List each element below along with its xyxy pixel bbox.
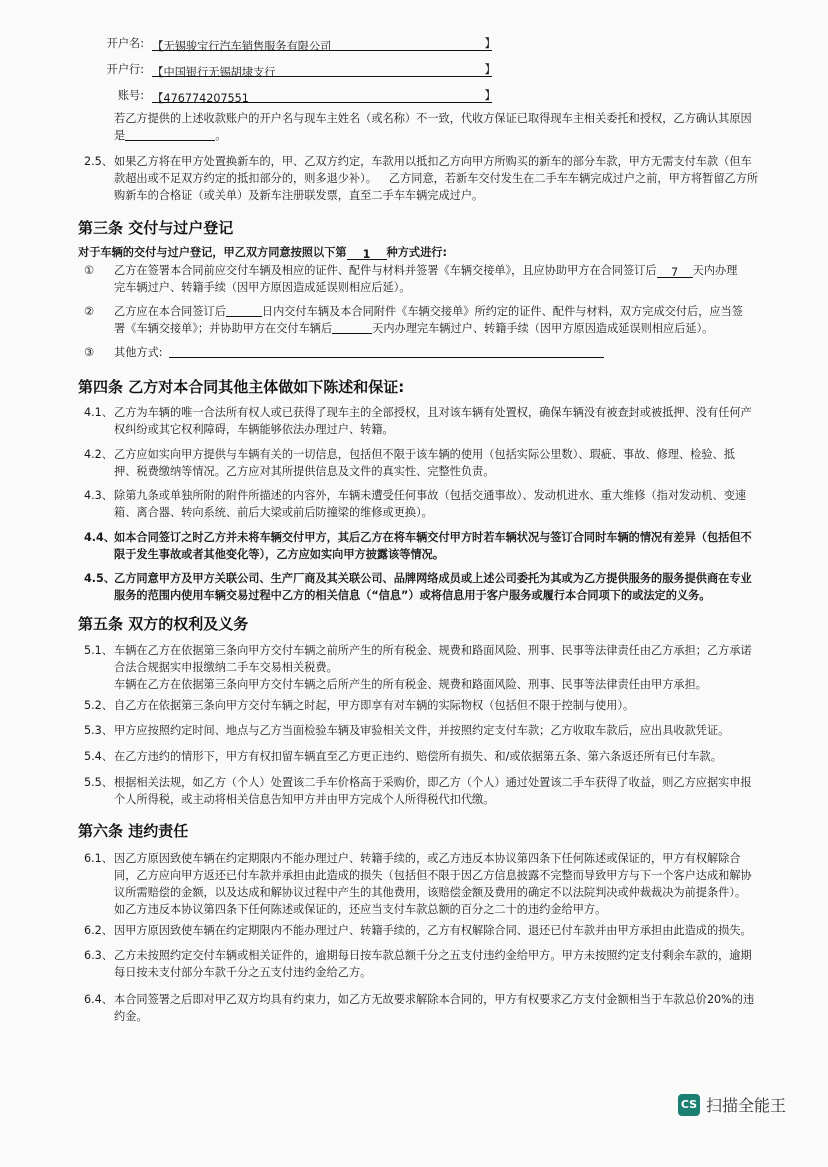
section-3-title: 第三条 交付与过户登记 [78, 219, 234, 237]
account-name-value: 无锡骏宝行汽车销售服务有限公司 [163, 40, 332, 53]
account-name-box: 【无锡骏宝行汽车销售服务有限公司 】 [152, 36, 496, 53]
clause-6-4: 本合同签署之后即对甲乙双方均具有约束力，如乙方无故要求解除本合同的，甲方有权要求乙方支付金额相当于车款总价20%的违 约金。 [114, 993, 755, 1023]
clause-2-5: 如果乙方将在甲方处置换新车的，甲、乙双方约定，车款用以抵扣乙方向甲方所购买的新车的部分车款，甲方无需支付车款（但车 款超出或不足双方约定的抵扣部分的，则多退少补）。 乙方同意，若新车交付发生在二手车车辆完成过户之前，甲方将暂留乙方所 购新车的合格证（或关单）及新车注册联发票，直至二手车车辆完成过户。 [114, 155, 759, 202]
option-2: 乙方应在本合同签订后 日内交付车辆及本合同附件《车辆交接单》所约定的证件、配件与材料，双方完成交付后，应当签 署《车辆交接单》；并协助甲方在交付车辆后 天内办理完车辆过户、转籍手续（因甲方原因造成延误则相应后延）。 [114, 305, 743, 335]
option-3-blank [169, 344, 604, 358]
clause-6-3: 乙方未按照约定交付车辆或相关证件的，逾期每日按车款总额千分之五支付违约金给甲方。甲方未按照约定支付剩余车款的，逾期 每日按未支付部分车款千分之五支付违约金给乙方。 [114, 949, 752, 979]
account-note: 若乙方提供的上述收款账户的开户名与现车主姓名（或名称）不一致，代收方保证已取得现车主相关委托和授权，乙方确认其原因 是 。 [114, 112, 752, 142]
option-1: 乙方在签署本合同前应交付车辆及相应的证件、配件与材料并签署《车辆交接单》，且应协助甲方在合同签订后 7 天内办理 完车辆过户、转籍手续（因甲方原因造成延误则相应后延）。 [114, 264, 738, 294]
section-4-title: 第四条 乙方对本合同其他主体做如下陈述和保证: [78, 378, 405, 396]
section-6-title: 第六条 违约责任 [78, 822, 189, 840]
clause-5-2: 自乙方在依据第三条向甲方交付车辆之时起，甲方即享有对车辆的实际物权（包括但不限于控制与使用）。 [114, 699, 635, 712]
bank-label: 开户行: [106, 63, 144, 76]
section-5-title: 第五条 双方的权利及义务 [78, 615, 249, 633]
section-3-lead: 对于车辆的交付与过户登记，甲乙双方同意按照以下第 1 种方式进行: [78, 246, 447, 261]
clause-5-5: 根据相关法规，如乙方（个人）处置该二手车价格高于采购价，即乙方（个人）通过处置该二手车获得了收益，则乙方应据实申报 个人所得税，或主动将相关信息告知甲方并由甲方完成个人所得税代扣代缴。 [114, 776, 752, 806]
contract-page: 开户名: 【无锡骏宝行汽车销售服务有限公司 】 开户行: 【中国银行无锡胡埭支行 】 账号: 【476774207551 】 若乙方提供的上述收款账户的开户名与现车主姓名（或名称）不一致，代收方保证已取得现车主相关委托和授权，乙方确认其原因 是 。 2.5、 如果乙方将在甲方处置换新车的，甲、乙双方约定，车款用以抵扣乙方向甲方所购买的新车的部分车款，甲方无需支付车款（但车 款超出或不足双方约定的抵扣部分的，则多退少补）。 乙方同意，若新车交付发生在二手车车辆完成过户之前，甲方将暂留乙方所 购新车的合格证（或关单）及新车注册联发票，直至二手车车辆完成过户。 第三条 交付与过户登记 对于车辆的交付与过户登记，甲乙双方同意按照以下第 1 种方式进行: ① 乙方在签署本合同前应交付车辆及相应的证件、配件与材料并签署《车辆交接单》，且应协助甲方在合同签订后 7 天内办理 完车辆过户、转籍手续（因甲方原因造成延误则相应后延）。 ② 乙方应在本合同签订后 日内交付车辆及本合同附件《车辆交接单》所约定的证件、配件与材料，双方完成交付后，应当签 署《车辆交接单》；并协助甲方在交付车辆后 天内办理完车辆过户、转籍手续（因甲方原因造成延误则相应后延）。 ③ 其他方式: 第四条 乙方对本合同其他主体做如下陈述和保证: 4.1、 乙方为车辆的唯一合法所有权人或已获得了现车主的全部授权，且对该车辆有处置权，确保车辆没有被查封或被抵押、没有任何产 权纠纷或其它权利障碍，车辆能够依法办理过户、转籍。 4.2、 乙方应如实向甲方提供与车辆有关的一切信息，包括但不限于该车辆的使用（包括实际公里数）、瑕疵、事故、修理、检验、抵 押、税费缴纳等情况。乙方应对其所提供信息及文件的真实性、完整性负责。 4.3、 除第九条或单独所附的附件所描述的内容外，车辆未遭受任何事故（包括交通事故）、发动机进水、重大维修（指对发动机、变速 箱、离合器、转向系统、前后大梁或前后防撞梁的维修或更换）。 4.4、 如本合同签订之时乙方并未将车辆交付甲方，其后乙方在将车辆交付甲方时若车辆状况与签订合同时车辆的情况有差异（包括但不 限于发生事故或者其他变化等），乙方应如实向甲方披露该等情况。 4.5、 乙方同意甲方及甲方关联公司、生产厂商及其关联公司、品牌网络成员或上述公司委托为其或为乙方提供服务的服务提供商在专业 服务的范围内使用车辆交易过程中乙方的相关信息（“信息”）或将信息用于客户服务或履行本合同项下的或法定的义务。 第五条 双方的权利及义务 5.1、 车辆在乙方在依据第三条向甲方交付车辆之前所产生的所有税金、规费和路面风险、刑事、民事等法律责任由乙方承担；乙方承诺 合法合规据实申报缴纳二手车交易相关税费。 车辆在乙方在依据第三条向甲方交付车辆之后所产生的所有税金、规费和路面风险、刑事、民事等法律责任由甲方承担。 5.2、 自乙方在依据第三条向甲方交付车辆之时起，甲方即享有对车辆的实际物权（包括但不限于控制与使用）。 5.3、 甲方应按照约定时间、地点与乙方当面检验车辆及审验相关文件，并按照约定支付车款；乙方收取车款后，应出具收款凭证。 5.4、 在乙方违约的情形下，甲方有权扣留车辆直至乙方更正违约、赔偿所有损失、和/或依据第五条、第六条返还所有已付车款。 5.5、 根据相关法规，如乙方（个人）处置该二手车价格高于采购价，即乙方（个人）通过处置该二手车获得了收益，则乙方应据实申报 个人所得税，或主动将相关信息告知甲方并由甲方完成个人所得税代扣代缴。 第六条 违约责任 6.1、 因乙方原因致使车辆在约定期限内不能办理过户、转籍手续的，或乙方违反本协议第四条下任何陈述或保证的，甲方有权解除合 同，乙方应向甲方返还已付车款并承担由此造成的损失（包括但不限于因乙方信息披露不完整而导致甲方与下一个客户达成和解协 议所需赔偿的金额，以及达成和解协议过程中产生的其他费用，该赔偿金额及费用的确定不以法院判决或仲裁裁决为前提条件）。 如乙方违反本协议第四条下任何陈述或保证的，还应当支付车款总额的百分之二十的违约金给甲方。 6.2、 因甲方原因致使车辆在约定期限内不能办理过户、转籍手续的，乙方有权解除合同、退还已付车款并由甲方承担由此造成的损失。 6.3、 乙方未按照约定交付车辆或相关证件的，逾期每日按车款总额千分之五支付违约金给甲方。甲方未按照约定支付剩余车款的，逾期 每日按未支付部分车款千分之五支付违约金给乙方。 6.4、 本合同签署之后即对甲乙双方均具有约束力，如乙方无故要求解除本合同的，甲方有权要求乙方支付金额相当于车款总价20%的违 约金。 CS 扫描全能王 [78, 36, 787, 1115]
clause-5-3: 甲方应按照约定时间、地点与乙方当面检验车辆及审验相关文件，并按照约定支付车款；乙方收取车款后，应出具收款凭证。 [114, 724, 730, 737]
scanner-watermark [678, 1093, 786, 1116]
option-2-days-a [226, 303, 262, 317]
reason-blank [125, 127, 215, 141]
camscanner-logo-icon: CS [678, 1094, 700, 1116]
option-3: 其他方式: [114, 344, 604, 361]
bank-value: 中国银行无锡胡埭支行 [163, 66, 276, 79]
account-no-value: 476774207551 [163, 92, 249, 105]
method-choice: 1 [347, 246, 387, 260]
clause-6-1: 因乙方原因致使车辆在约定期限内不能办理过户、转籍手续的，或乙方违反本协议第四条下任何陈述或保证的，甲方有权解除合 同，乙方应向甲方返还已付车款并承担由此造成的损失（包括但不限于因乙方信息披露不完整而导致甲方与下一个客户达成和解协 议所需赔偿的金额，以及达成和解协议过程中产生的其他费用，该赔偿金额及费用的确定不以法院判决或仲裁裁决为前提条件）。 如乙方违反本协议第四条下任何陈述或保证的，还应当支付车款总额的百分之二十的违约金给甲方。 [114, 852, 752, 916]
bank-box: 【中国银行无锡胡埭支行 】 [152, 62, 496, 79]
account-name-label: 开户名: [106, 37, 144, 50]
option-1-days: 7 [657, 264, 693, 278]
clause-6-2: 因甲方原因致使车辆在约定期限内不能办理过户、转籍手续的，乙方有权解除合同、退还已付车款并由甲方承担由此造成的损失。 [114, 924, 752, 937]
option-2-days-b [332, 320, 372, 334]
clause-4-3: 除第九条或单独所附的附件所描述的内容外，车辆未遭受任何事故（包括交通事故）、发动机进水、重大维修（指对发动机、变速 箱、离合器、转向系统、前后大梁或前后防撞梁的维修或更换）。 [114, 489, 747, 519]
clause-4-1: 乙方为车辆的唯一合法所有权人或已获得了现车主的全部授权，且对该车辆有处置权，确保车辆没有被查封或被抵押、没有任何产 权纠纷或其它权利障碍，车辆能够依法办理过户、转籍。 [114, 406, 752, 436]
account-no-box: 【476774207551 】 [152, 88, 496, 105]
clause-4-2: 乙方应如实向甲方提供与车辆有关的一切信息，包括但不限于该车辆的使用（包括实际公里数）、瑕疵、事故、修理、检验、抵 押、税费缴纳等情况。乙方应对其所提供信息及文件的真实性、完整性负责。 [114, 448, 735, 478]
clause-4-5: 乙方同意甲方及甲方关联公司、生产厂商及其关联公司、品牌网络成员或上述公司委托为其或为乙方提供服务的服务提供商在专业 服务的范围内使用车辆交易过程中乙方的相关信息（“信息”）或将信息用于客户服务或履行本合同项下的或法定的义务。 [114, 572, 752, 602]
watermark-text: 扫描全能王 [706, 1096, 787, 1115]
account-no-label: 账号: [117, 89, 144, 102]
clause-5-4: 在乙方违约的情形下，甲方有权扣留车辆直至乙方更正违约、赔偿所有损失、和/或依据第五条、第六条返还所有已付车款。 [114, 750, 722, 763]
clause-5-1: 车辆在乙方在依据第三条向甲方交付车辆之前所产生的所有税金、规费和路面风险、刑事、民事等法律责任由乙方承担；乙方承诺 合法合规据实申报缴纳二手车交易相关税费。 车辆在乙方在依据第三条向甲方交付车辆之后所产生的所有税金、规费和路面风险、刑事、民事等法律责任由甲方承担。 [114, 644, 752, 691]
clause-4-4: 如本合同签订之时乙方并未将车辆交付甲方，其后乙方在将车辆交付甲方时若车辆状况与签订合同时车辆的情况有差异（包括但不 限于发生事故或者其他变化等），乙方应如实向甲方披露该等情况。 [114, 531, 752, 561]
